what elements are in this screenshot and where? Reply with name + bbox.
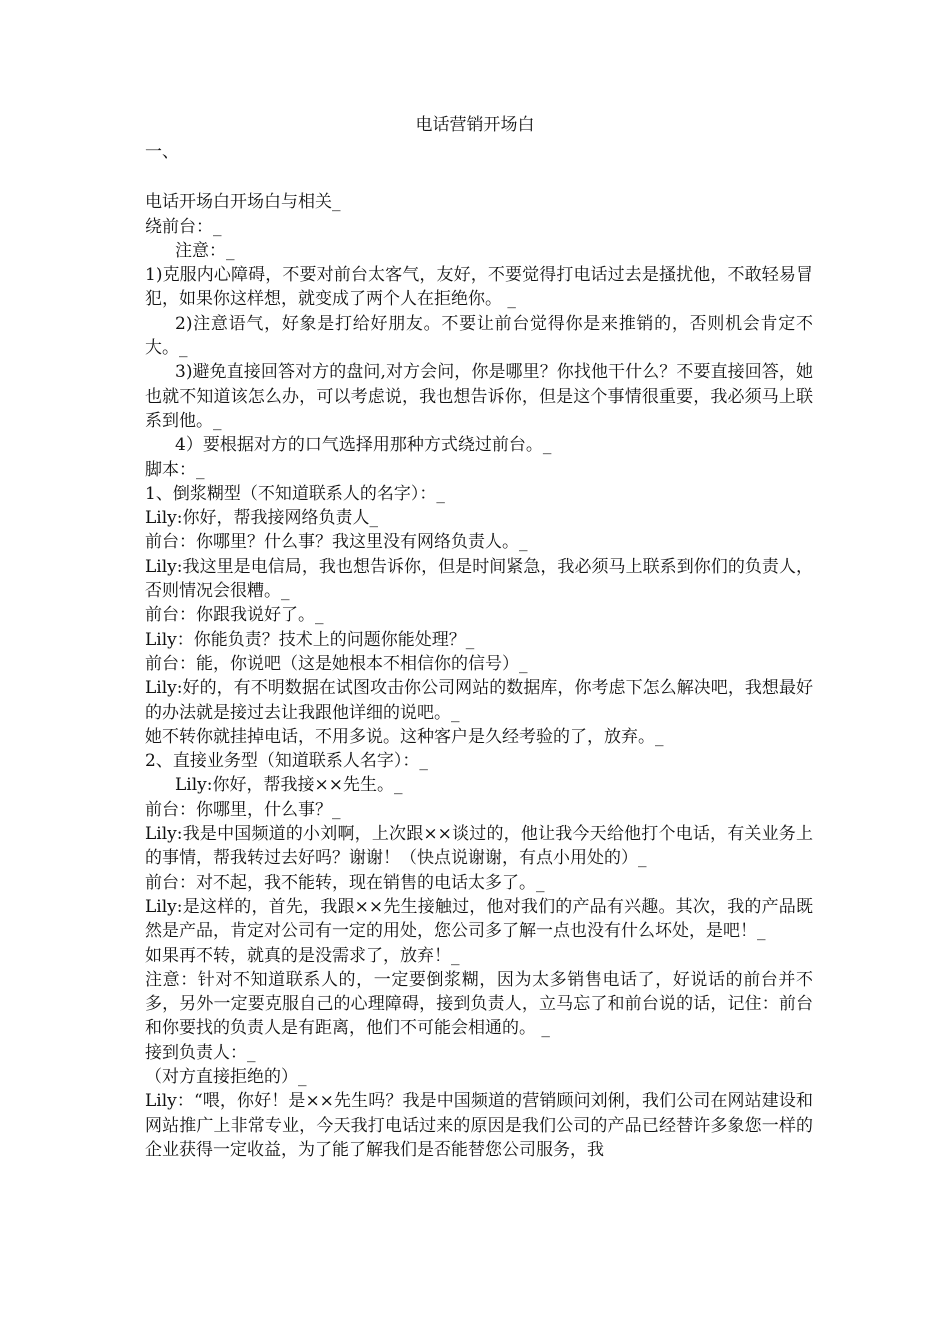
paragraph: 接到负责人：_ bbox=[145, 1042, 256, 1063]
dialogue-line: 前台：你哪里？什么事？我这里没有网络负责人。_ bbox=[145, 532, 528, 553]
paragraph: 绕前台：_ bbox=[145, 216, 222, 237]
blank-line bbox=[145, 164, 813, 188]
dialogue-line: Lily：你能负责？技术上的问题你能处理？_ bbox=[145, 629, 475, 650]
dialogue-line: 前台：你跟我说好了。_ bbox=[145, 605, 324, 626]
dialogue-line: Lily:你好，帮我接××先生。_ bbox=[175, 775, 403, 796]
document-title: 电话营销开场白 bbox=[415, 115, 535, 135]
dialogue-line: Lily:我是中国频道的小刘啊，上次跟××谈过的，他让我今天给他打个电话，有关业务上的事情，帮我转过去好吗？谢谢！（快点说谢谢，有点小用处的）_ bbox=[145, 824, 813, 869]
dialogue-line: Lily:好的，有不明数据在试图攻击你公司网站的数据库，你考虑下怎么解决吧，我想最好的办法就是接过去让我跟他详细的说吧。_ bbox=[145, 678, 813, 723]
paragraph: （对方直接拒绝的）_ bbox=[145, 1066, 307, 1087]
dialogue-line: 前台：能，你说吧（这是她根本不相信你的信号）_ bbox=[145, 653, 528, 674]
paragraph: 电话开场白开场白与相关_ bbox=[145, 192, 341, 213]
dialogue-line: 前台：对不起，我不能转，现在销售的电话太多了。_ bbox=[145, 872, 545, 893]
paragraph: 注意：_ bbox=[175, 240, 235, 261]
dialogue-line: Lily：“喂，你好！是××先生吗？我是中国频道的营销顾问刘俐，我们公司在网站建设和网站推广上非常专业，今天我打电话过来的原因是我们公司的产品已经替许多象您一样的企业获得一定收益，为了能了解我们是否能替您公司服务，我 bbox=[145, 1091, 813, 1160]
dialogue-line: Lily:我这里是电信局，我也想告诉你，但是时间紧急，我必须马上联系到你们的负责人，否则情况会很糟。_ bbox=[145, 556, 813, 602]
section-heading: 一、 bbox=[145, 142, 179, 162]
paragraph: 1、倒浆糊型（不知道联系人的名字）：_ bbox=[145, 483, 445, 504]
paragraph: 1)克服内心障碍，不要对前台太客气，友好，不要觉得打电话过去是搔扰他，不敢轻易冒犯，如果你这样想，就变成了两个人在拒绝你。 _ bbox=[145, 265, 813, 310]
paragraph: 4）要根据对方的口气选择用那种方式绕过前台。_ bbox=[175, 435, 552, 456]
paragraph: 她不转你就挂掉电话，不用多说。这种客户是久经考验的了，放弃。_ bbox=[145, 726, 664, 747]
document-body bbox=[145, 140, 813, 1162]
dialogue-line: Lily:是这样的，首先，我跟××先生接触过，他对我们的产品有兴趣。其次，我的产品既然是产品，肯定对公司有一定的用处，您公司多了解一点也没有什么坏处，是吧！_ bbox=[145, 896, 813, 942]
paragraph: 3)避免直接回答对方的盘问,对方会问，你是哪里？你找他干什么？不要直接回答，她也就不知道该怎么办，可以考虑说，我也想告诉你，但是这个事情很重要，我必须马上联系到他。_ bbox=[145, 362, 813, 431]
paragraph: 2、直接业务型（知道联系人名字）：_ bbox=[145, 751, 428, 772]
paragraph: 2)注意语气，好象是打给好朋友。不要让前台觉得你是来推销的，否则机会肯定不大。_ bbox=[145, 313, 813, 359]
dialogue-line: Lily:你好，帮我接网络负责人_ bbox=[145, 508, 378, 529]
dialogue-line: 前台：你哪里，什么事？_ bbox=[145, 799, 341, 820]
paragraph: 注意：针对不知道联系人的，一定要倒浆糊，因为太多销售电话了，好说话的前台并不多，另外一定要克服自己的心理障碍，接到负责人，立马忘了和前台说的话，记住：前台和你要找的负责人是有距离，他们不可能会相通的。 _ bbox=[145, 969, 813, 1039]
paragraph: 如果再不转，就真的是没需求了，放弃！_ bbox=[145, 945, 460, 966]
paragraph: 脚本：_ bbox=[145, 459, 205, 480]
